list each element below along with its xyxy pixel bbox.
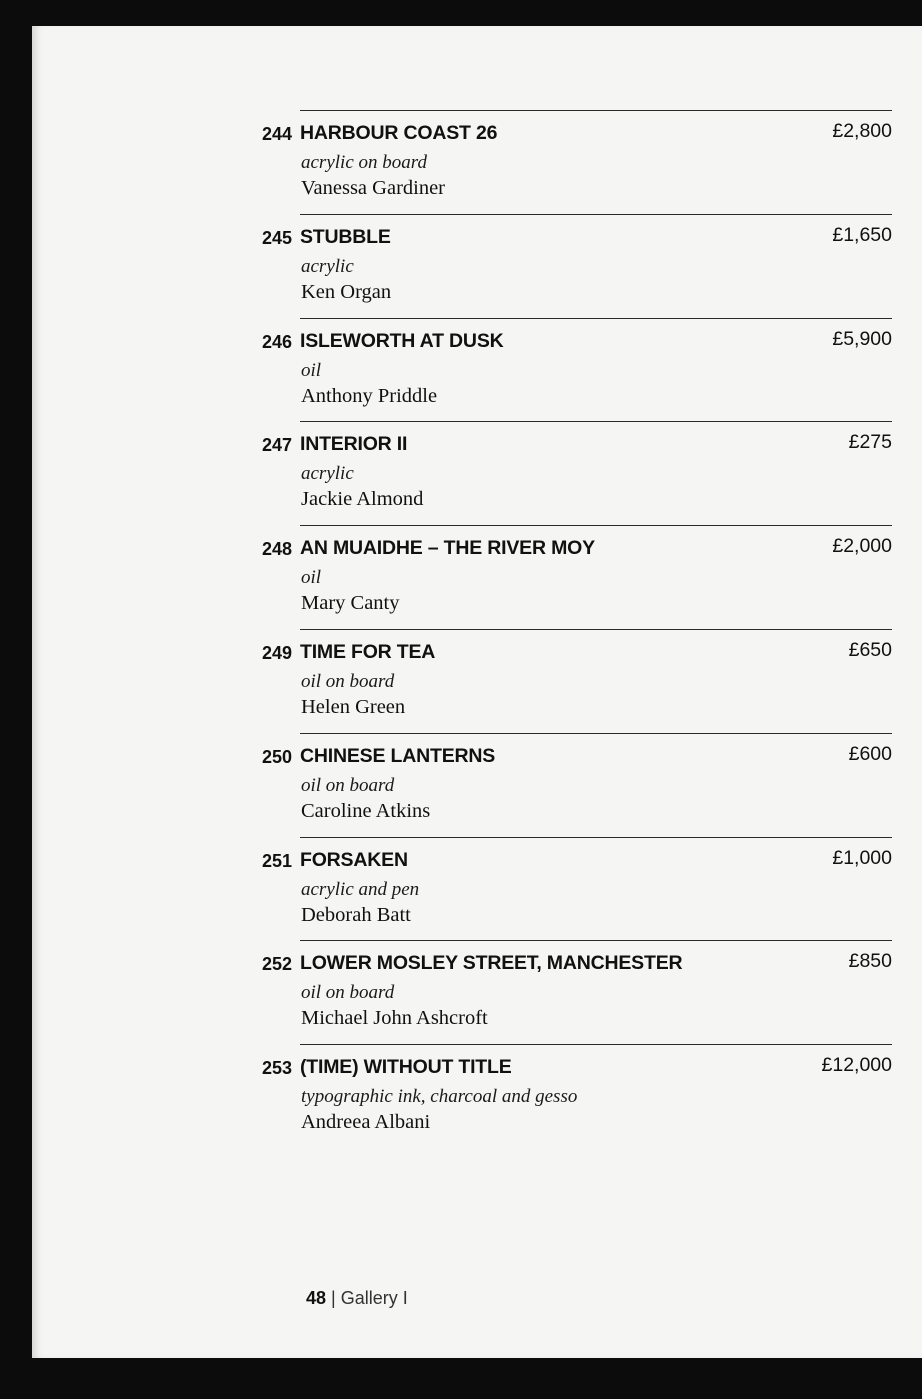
divider bbox=[300, 110, 892, 111]
divider bbox=[300, 940, 892, 941]
page-footer bbox=[306, 1288, 408, 1309]
list-item bbox=[32, 837, 922, 941]
lot-number: 252 bbox=[261, 954, 292, 975]
artist-name: Anthony Priddle bbox=[301, 384, 438, 407]
artwork-price: £12,000 bbox=[821, 1054, 892, 1077]
artist-name: Helen Green bbox=[301, 695, 406, 718]
section-name: Gallery I bbox=[340, 1288, 408, 1308]
artwork-medium: acrylic and pen bbox=[301, 878, 420, 900]
lot-number: 245 bbox=[261, 227, 292, 248]
artwork-medium: oil on board bbox=[301, 774, 395, 796]
list-item bbox=[32, 110, 922, 214]
list-item bbox=[32, 421, 922, 525]
artwork-price: £1,000 bbox=[832, 846, 892, 869]
artwork-title: CHINESE LANTERNS bbox=[300, 744, 496, 767]
list-item bbox=[32, 733, 922, 837]
artwork-medium: typographic ink, charcoal and gesso bbox=[301, 1086, 578, 1108]
list-item bbox=[32, 525, 922, 629]
artist-name: Ken Organ bbox=[301, 280, 392, 303]
artist-name: Vanessa Gardiner bbox=[301, 177, 446, 199]
lot-number: 244 bbox=[261, 124, 292, 144]
list-item bbox=[32, 318, 922, 422]
page-number: 48 bbox=[306, 1288, 327, 1308]
artist-name: Caroline Atkins bbox=[301, 799, 431, 822]
lot-number: 249 bbox=[261, 642, 292, 663]
artwork-medium: acrylic bbox=[301, 463, 354, 485]
artwork-price: £275 bbox=[848, 431, 892, 454]
list-item bbox=[32, 1044, 922, 1148]
divider bbox=[300, 629, 892, 630]
list-item bbox=[32, 940, 922, 1044]
footer-separator: | bbox=[331, 1288, 336, 1308]
artwork-title: ISLEWORTH AT DUSK bbox=[300, 329, 504, 352]
artwork-price: £650 bbox=[848, 638, 892, 661]
artwork-title: INTERIOR II bbox=[300, 433, 408, 456]
artwork-medium: acrylic on board bbox=[301, 152, 427, 173]
divider bbox=[300, 318, 892, 319]
divider bbox=[300, 214, 892, 215]
artist-name: Michael John Ashcroft bbox=[301, 1007, 488, 1030]
artwork-title: FORSAKEN bbox=[300, 848, 408, 871]
artwork-medium: acrylic bbox=[301, 255, 354, 277]
artwork-price: £5,900 bbox=[832, 327, 892, 350]
artwork-medium: oil on board bbox=[301, 982, 395, 1004]
divider bbox=[300, 525, 892, 526]
artist-name: Jackie Almond bbox=[301, 488, 424, 511]
artwork-title: TIME FOR TEA bbox=[300, 640, 436, 663]
catalogue-page bbox=[32, 26, 922, 1358]
divider bbox=[300, 1044, 892, 1045]
artwork-title: HARBOUR COAST 26 bbox=[300, 122, 498, 144]
lot-number: 251 bbox=[261, 850, 292, 871]
artwork-medium: oil on board bbox=[301, 670, 395, 692]
artwork-price: £600 bbox=[848, 742, 892, 765]
divider bbox=[300, 421, 892, 422]
artwork-title: STUBBLE bbox=[300, 225, 391, 248]
artwork-title: LOWER MOSLEY STREET, MANCHESTER bbox=[300, 952, 683, 975]
artist-name: Andreea Albani bbox=[301, 1111, 431, 1134]
artist-name: Deborah Batt bbox=[301, 903, 411, 926]
artwork-price: £1,650 bbox=[832, 223, 892, 246]
artwork-medium: oil bbox=[301, 567, 322, 589]
artwork-medium: oil bbox=[301, 359, 322, 381]
lot-number: 246 bbox=[261, 331, 292, 352]
artwork-price: £2,800 bbox=[832, 120, 892, 142]
artwork-list bbox=[32, 110, 922, 1148]
lot-number: 250 bbox=[261, 746, 292, 767]
artwork-price: £850 bbox=[848, 950, 892, 973]
divider bbox=[300, 837, 892, 838]
artist-name: Mary Canty bbox=[301, 592, 400, 615]
divider bbox=[300, 733, 892, 734]
artwork-title: (TIME) WITHOUT TITLE bbox=[300, 1056, 512, 1079]
list-item bbox=[32, 214, 922, 318]
lot-number: 253 bbox=[261, 1058, 292, 1079]
lot-number: 247 bbox=[261, 435, 292, 456]
artwork-title: AN MUAIDHE – THE RIVER MOY bbox=[300, 537, 595, 560]
lot-number: 248 bbox=[261, 539, 292, 560]
artwork-price: £2,000 bbox=[832, 535, 892, 558]
list-item bbox=[32, 629, 922, 733]
